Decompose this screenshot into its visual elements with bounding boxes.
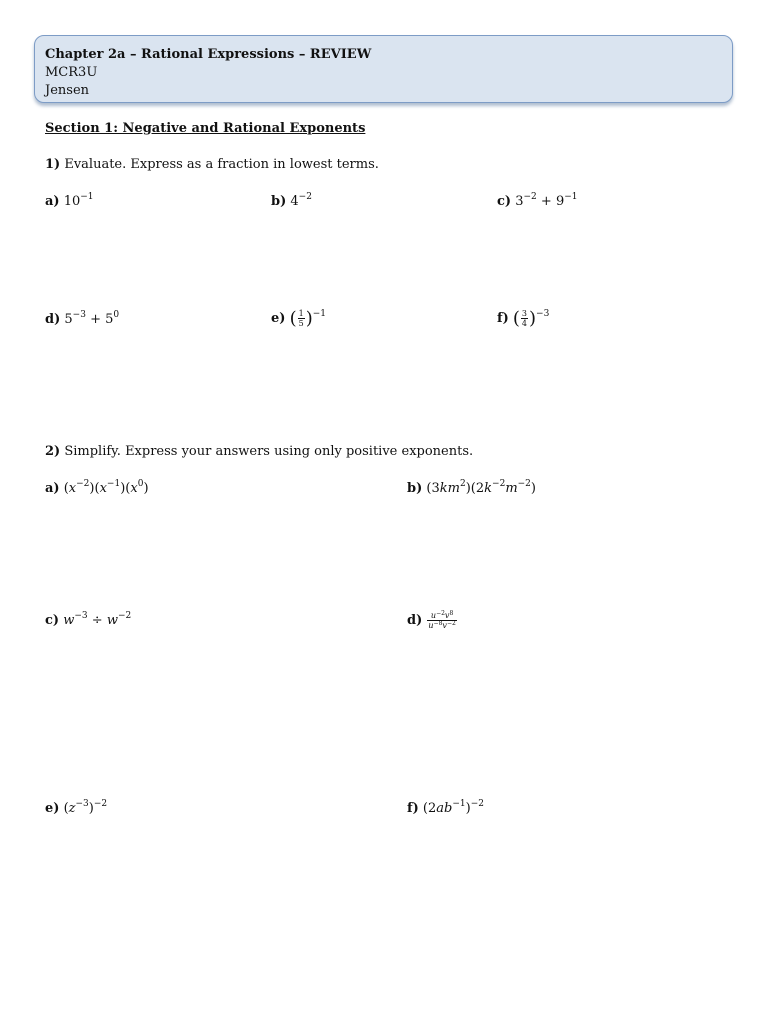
course-code: MCR3U xyxy=(45,65,98,80)
math-expression: $(z^{-3})^{-2}$ xyxy=(63,799,108,816)
worksheet-header xyxy=(34,35,733,103)
q1-part-e xyxy=(271,309,326,328)
q1-part-a xyxy=(45,194,94,210)
math-expression: ( $\frac{3}{4}$ )$^{-3}$ xyxy=(512,308,550,329)
math-expression: $\frac{u^{-2}v^8}{u^{-8}v^{-2}}$ xyxy=(428,610,456,630)
part-label: a) xyxy=(45,481,60,496)
math-expression: $4^{-2}$ xyxy=(290,192,312,209)
q2-part-f xyxy=(407,801,484,817)
question-instruction: Simplify. Express your answers using only positive exponents. xyxy=(64,444,474,459)
part-label: c) xyxy=(45,613,60,628)
part-label: c) xyxy=(497,194,512,209)
q1-part-f xyxy=(497,309,549,328)
math-expression: $(3km^2)(2k^{-2}m^{-2})$ xyxy=(426,479,536,496)
part-label: f) xyxy=(407,801,419,816)
q2-part-a xyxy=(45,481,149,497)
part-label: d) xyxy=(45,312,61,327)
math-expression: $5^{-3} + 5^0$ xyxy=(64,310,120,327)
question-2-prompt xyxy=(45,444,473,460)
worksheet-title: Chapter 2a – Rational Expressions – REVIEW xyxy=(45,47,372,62)
section-heading: Section 1: Negative and Rational Exponents xyxy=(45,121,366,136)
math-expression: $3^{-2} + 9^{-1}$ xyxy=(515,192,578,209)
math-expression: $(2ab^{-1})^{-2}$ xyxy=(422,799,484,816)
part-label: e) xyxy=(271,311,286,326)
math-expression: ( $\frac{1}{5}$ )$^{-1}$ xyxy=(289,308,326,329)
math-expression: $(x^{-2})(x^{-1})(x^0)$ xyxy=(63,479,149,496)
q2-part-e xyxy=(45,801,107,817)
part-label: d) xyxy=(407,613,423,628)
question-instruction: Evaluate. Express as a fraction in lowest terms. xyxy=(64,157,379,172)
part-label: b) xyxy=(407,481,423,496)
math-expression: $w^{-3} \div w^{-2}$ xyxy=(63,611,132,628)
teacher-name: Jensen xyxy=(45,83,90,98)
part-label: f) xyxy=(497,311,509,326)
q1-part-c xyxy=(497,194,578,210)
part-label: e) xyxy=(45,801,60,816)
part-label: b) xyxy=(271,194,287,209)
math-expression: $10^{-1}$ xyxy=(63,192,94,209)
question-number: 1) xyxy=(45,157,61,172)
q2-part-d xyxy=(407,611,458,630)
q2-part-c xyxy=(45,613,131,629)
question-1-prompt xyxy=(45,157,379,173)
q1-part-d xyxy=(45,312,119,328)
q2-part-b xyxy=(407,481,536,497)
q1-part-b xyxy=(271,194,312,210)
question-number: 2) xyxy=(45,444,61,459)
part-label: a) xyxy=(45,194,60,209)
